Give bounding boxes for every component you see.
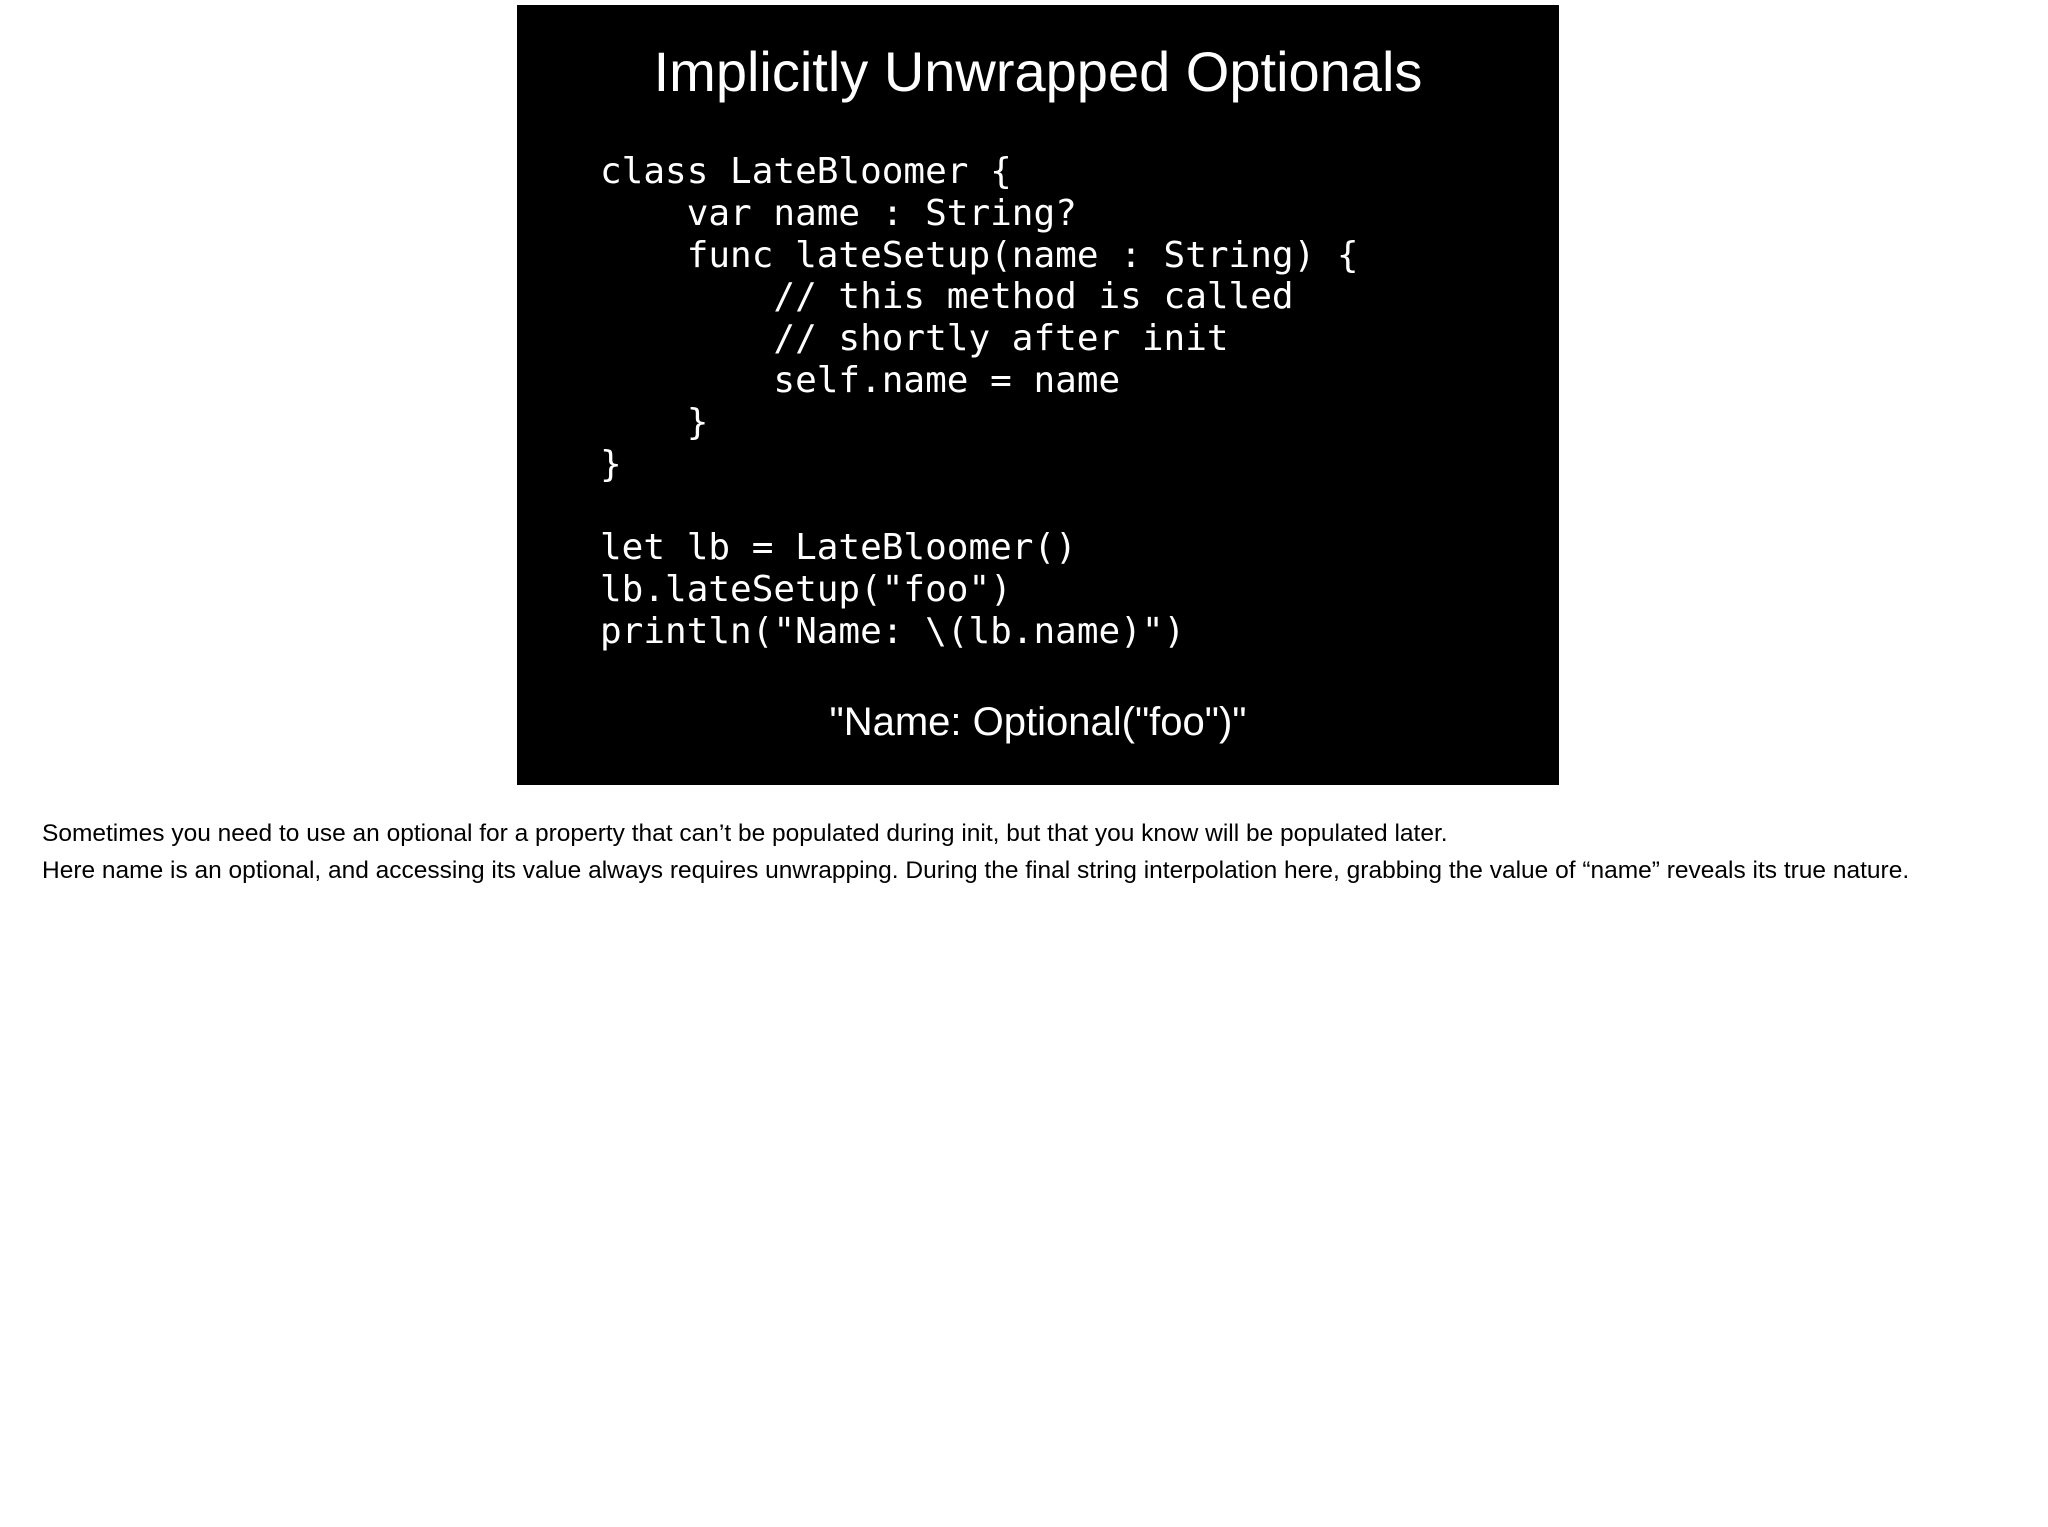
note-line-1: Sometimes you need to use an optional for a property that can’t be populated during init, but that you know will be populated later. [42,820,1448,847]
slide-title: Implicitly Unwrapped Optionals [653,40,1423,103]
code-block [600,151,1359,653]
code-line: func lateSetup(name : String) { [600,234,1359,276]
code-line: // shortly after init [600,318,1229,360]
code-line [600,485,1359,527]
output-text: "Name: Optional("foo")" [829,700,1247,744]
speaker-notes [42,816,2012,889]
note-line-2: Here name is an optional, and accessing its value always requires unwrapping. During the final string interpolation here, grabbing the value of “name” reveals its true nature. [42,856,1910,884]
code-line: // this method is called [600,276,1294,318]
slide [517,5,1559,785]
code-line: } [600,443,622,485]
code-line: self.name = name [600,359,1121,401]
code-line: lb.lateSetup("foo") [600,568,1012,610]
code-line: println("Name: \(lb.name)") [600,610,1186,652]
code-line: class LateBloomer { [600,151,1012,192]
code-line: } [600,401,709,443]
code-line: let lb = LateBloomer() [600,527,1077,569]
code-line: var name : String? [600,192,1077,234]
